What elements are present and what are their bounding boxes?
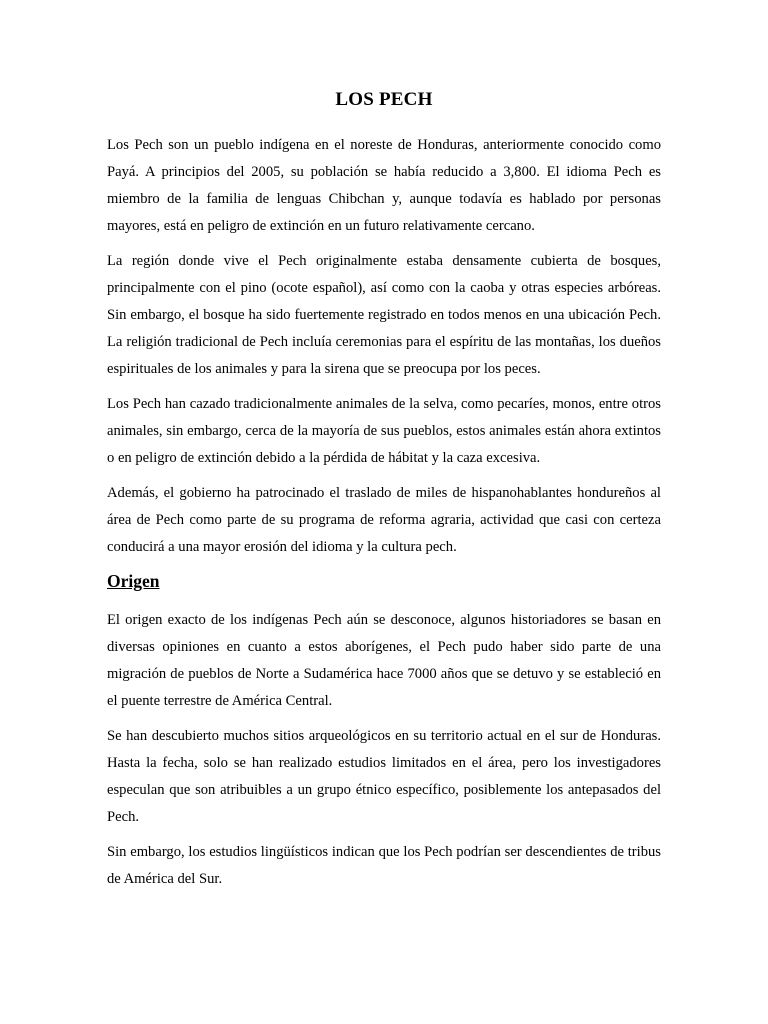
- paragraph-intro-1: Los Pech son un pueblo indígena en el noreste de Honduras, anteriormente conocido como Payá. A principios del 2005, su población se había reducido a 3,800. El idioma Pech es miembro de la familia de lenguas Chibchan y, aunque todavía es hablado por personas mayores, está en peligro de extinción en un futuro relativamente cercano.: [107, 137, 661, 234]
- paragraph-origen-2: Se han descubierto muchos sitios arqueológicos en su territorio actual en el sur de Honduras. Hasta la fecha, solo se han realizado estudios limitados en el área, pero los investigadores especulan que son atribuibles a un grupo étnico específico, posiblemente los antepasados del Pech.: [107, 728, 661, 825]
- paragraph-intro-2: La región donde vive el Pech originalmente estaba densamente cubierta de bosques, principalmente con el pino (ocote español), así como con la caoba y otras especies arbóreas. Sin embargo, el bosque ha sido fuertemente registrado en todos menos en una ubicación Pech. La religión tradicional de Pech incluía ceremonias para el espíritu de las montañas, los dueños espirituales de los animales y para la sirena que se preocupa por los peces.: [107, 253, 661, 377]
- paragraph-origen-1: El origen exacto de los indígenas Pech aún se desconoce, algunos historiadores se basan en diversas opiniones en cuanto a estos aborígenes, el Pech pudo haber sido parte de una migración de pueblos de Norte a Sudamérica hace 7000 años que se detuvo y se estableció en el puente terrestre de América Central.: [107, 612, 661, 709]
- paragraph-intro-4: Además, el gobierno ha patrocinado el traslado de miles de hispanohablantes hondureños al área de Pech como parte de su programa de reforma agraria, actividad que casi con certeza conducirá a una mayor erosión del idioma y la cultura pech.: [107, 485, 661, 555]
- paragraph-origen-3: Sin embargo, los estudios lingüísticos indican que los Pech podrían ser descendientes de tribus de América del Sur.: [107, 844, 661, 887]
- document-page: [107, 88, 661, 901]
- section-heading-origen: Origen: [107, 571, 160, 591]
- page-title: LOS PECH: [335, 89, 433, 110]
- paragraph-intro-3: Los Pech han cazado tradicionalmente animales de la selva, como pecaríes, monos, entre otros animales, sin embargo, cerca de la mayoría de sus pueblos, estos animales están ahora extintos o en peligro de extinción debido a la pérdida de hábitat y la caza excesiva.: [107, 396, 661, 466]
